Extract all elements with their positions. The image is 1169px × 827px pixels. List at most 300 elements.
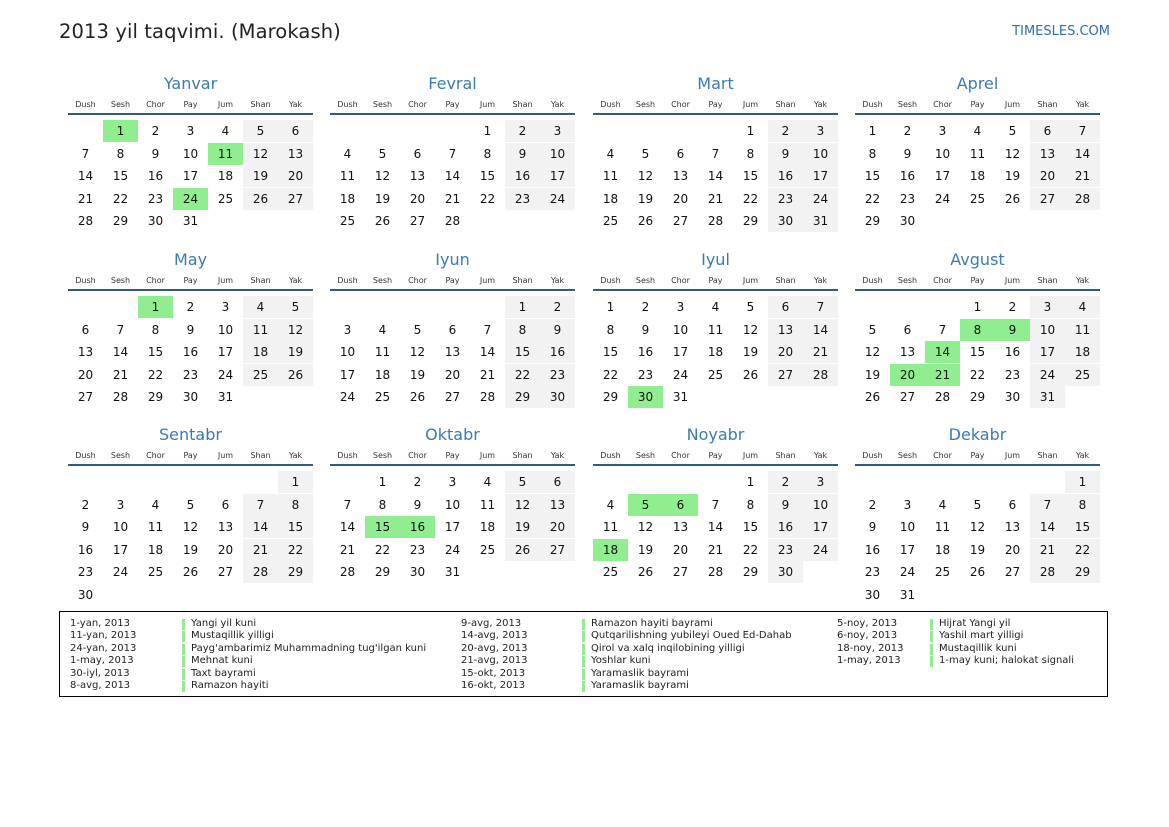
holiday-day-cell: 24	[173, 188, 208, 210]
weekday-label: Sesh	[635, 451, 656, 460]
day-cell: 29	[864, 214, 881, 228]
month-header-rule	[330, 113, 575, 115]
weekday-label: Chor	[933, 100, 952, 109]
day-cell: 10	[339, 345, 356, 359]
day-cell: 7	[1030, 494, 1065, 516]
day-cell: 7	[343, 497, 352, 512]
weekday-label: Dush	[600, 276, 621, 285]
day-cell: 3	[343, 322, 352, 337]
holiday-name: Hijrat Yangi yil	[939, 617, 1011, 629]
day-cell: 5	[186, 497, 195, 512]
month-name: Fevral	[428, 74, 477, 93]
day-cell: 17	[540, 165, 575, 187]
holiday-date: 24-yan, 2013	[70, 642, 137, 654]
holiday-date: 8-avg, 2013	[70, 680, 131, 691]
day-cell: 9	[186, 322, 195, 337]
weekday-label: Sesh	[635, 100, 656, 109]
day-cell: 1	[378, 475, 387, 489]
day-cell: 25	[934, 565, 951, 579]
holiday-date: 18-noy, 2013	[837, 642, 904, 654]
weekday-header	[855, 98, 1100, 112]
day-cell: 25	[707, 367, 724, 382]
day-cell: 29	[1065, 561, 1100, 583]
holiday-name: Qutqarilishning yubileyi Oued Ed-Dahab	[591, 630, 792, 641]
day-cell: 22	[602, 367, 619, 382]
day-cell: 16	[768, 165, 803, 187]
day-cell: 27	[899, 390, 916, 404]
day-cell: 1	[483, 124, 492, 138]
day-cell: 31	[899, 587, 916, 602]
day-cell: 20	[77, 367, 94, 382]
day-cell: 4	[483, 475, 492, 489]
holiday-marker	[182, 631, 185, 642]
day-cell: 25	[602, 565, 619, 579]
day-cell: 20	[1004, 542, 1021, 557]
weekday-label: Chor	[671, 100, 690, 109]
day-cell: 6	[1030, 120, 1065, 142]
holiday-date: 14-avg, 2013	[461, 630, 528, 641]
day-cell: 9	[505, 143, 540, 165]
day-cell: 9	[540, 319, 575, 341]
day-cell: 24	[112, 565, 129, 579]
month-header-rule	[68, 289, 313, 291]
weekday-label: Yak	[288, 100, 303, 109]
weekday-label: Jum	[742, 451, 759, 460]
day-cell: 23	[768, 188, 803, 210]
day-cell: 3	[1030, 296, 1065, 318]
day-cell: 11	[479, 497, 496, 512]
day-cell: 23	[768, 539, 803, 561]
day-cell: 7	[448, 146, 457, 161]
month-name: Sentabr	[159, 425, 222, 444]
weekday-header	[330, 98, 575, 112]
day-cell: 2	[151, 124, 160, 138]
holiday-marker	[582, 631, 585, 642]
day-cell: 30	[147, 214, 164, 228]
day-cell: 16	[540, 341, 575, 363]
day-cell: 15	[864, 169, 881, 183]
day-cell: 17	[1030, 341, 1065, 363]
weekday-label: Dush	[600, 451, 621, 460]
weekday-label: Sesh	[897, 276, 918, 285]
day-cell: 2	[540, 296, 575, 318]
holiday-day-cell: 9	[995, 319, 1030, 341]
day-cell: 29	[147, 390, 164, 404]
day-cell: 13	[77, 345, 94, 359]
day-cell: 25	[479, 542, 496, 557]
holiday-marker	[930, 644, 933, 655]
day-cell: 3	[540, 120, 575, 142]
day-cell: 12	[182, 520, 199, 534]
holiday-name: Yoshlar kuni	[591, 655, 651, 666]
day-cell: 18	[243, 341, 278, 363]
month-sentabr	[68, 425, 313, 602]
day-cell: 4	[606, 497, 615, 512]
weekday-label: Shan	[250, 100, 271, 109]
day-cell: 11	[374, 345, 391, 359]
day-cell: 13	[217, 520, 234, 534]
day-cell: 14	[803, 319, 838, 341]
holiday-name: Ramazon hayiti bayrami	[591, 617, 713, 629]
day-cell: 30	[768, 210, 803, 232]
day-cell: 28	[444, 214, 461, 228]
day-cell: 18	[602, 191, 619, 206]
day-cell: 5	[746, 300, 755, 314]
day-cell: 9	[768, 143, 803, 165]
day-cell: 13	[409, 169, 426, 183]
day-cell: 8	[746, 146, 755, 161]
day-cell: 22	[742, 542, 759, 557]
day-cell: 14	[1030, 516, 1065, 538]
weekday-label: Dush	[862, 451, 883, 460]
weekday-label: Sesh	[897, 100, 918, 109]
day-cell: 18	[934, 542, 951, 557]
weekday-label: Yak	[1075, 451, 1090, 460]
day-cell: 23	[77, 565, 94, 579]
day-cell: 16	[768, 516, 803, 538]
day-cell: 11	[602, 520, 619, 534]
day-cell: 26	[864, 390, 881, 404]
day-cell: 27	[217, 565, 234, 579]
day-cell: 25	[1065, 364, 1100, 386]
day-cell: 25	[217, 191, 234, 206]
day-cell: 26	[637, 214, 654, 228]
day-cell: 4	[343, 146, 352, 161]
day-cell: 26	[243, 188, 278, 210]
day-cell: 27	[540, 539, 575, 561]
day-cell: 31	[444, 565, 461, 579]
weekday-label: Jum	[217, 451, 234, 460]
weekday-label: Pay	[970, 100, 985, 109]
day-cell: 17	[339, 367, 356, 382]
holiday-marker	[182, 644, 185, 655]
day-cell: 27	[768, 364, 803, 386]
day-cell: 20	[444, 367, 461, 382]
day-cell: 28	[803, 364, 838, 386]
weekday-label: Jum	[217, 276, 234, 285]
day-cell: 7	[803, 296, 838, 318]
day-cell: 17	[444, 520, 461, 534]
day-cell: 14	[707, 520, 724, 534]
day-cell: 10	[899, 520, 916, 534]
day-cell: 8	[378, 497, 387, 512]
holiday-day-cell: 20	[890, 364, 925, 386]
month-header-rule	[855, 289, 1100, 291]
weekday-label: Jum	[742, 276, 759, 285]
weekday-label: Yak	[813, 276, 828, 285]
day-cell: 15	[505, 341, 540, 363]
day-cell: 8	[483, 146, 492, 161]
day-cell: 24	[217, 367, 234, 382]
day-cell: 13	[540, 494, 575, 516]
day-cell: 1	[505, 296, 540, 318]
day-cell: 15	[147, 345, 164, 359]
weekday-label: Jum	[1004, 276, 1021, 285]
day-cell: 25	[969, 191, 986, 206]
day-cell: 28	[934, 390, 951, 404]
day-cell: 9	[868, 520, 877, 534]
holiday-marker	[182, 669, 185, 680]
day-cell: 2	[1008, 300, 1017, 314]
day-cell: 26	[969, 565, 986, 579]
day-cell: 21	[707, 542, 724, 557]
day-cell: 19	[243, 165, 278, 187]
day-cell: 24	[1030, 364, 1065, 386]
day-cell: 29	[505, 386, 540, 408]
holiday-date: 16-okt, 2013	[461, 680, 526, 691]
day-cell: 21	[1030, 539, 1065, 561]
day-cell: 28	[479, 390, 496, 404]
day-cell: 7	[711, 146, 720, 161]
day-cell: 9	[768, 494, 803, 516]
month-name: Iyul	[701, 250, 730, 269]
weekday-label: Yak	[288, 276, 303, 285]
day-cell: 29	[602, 390, 619, 404]
day-cell: 22	[147, 367, 164, 382]
day-cell: 8	[606, 322, 615, 337]
weekday-header	[68, 274, 313, 288]
day-cell: 30	[768, 561, 803, 583]
weekday-label: Dush	[337, 100, 358, 109]
day-cell: 20	[217, 542, 234, 557]
day-cell: 10	[182, 146, 199, 161]
weekday-label: Chor	[146, 276, 165, 285]
day-cell: 12	[278, 319, 313, 341]
weekday-label: Sesh	[635, 276, 656, 285]
day-cell: 22	[505, 364, 540, 386]
day-cell: 13	[1004, 520, 1021, 534]
day-cell: 12	[505, 494, 540, 516]
holiday-date: 5-noy, 2013	[837, 617, 898, 629]
weekday-label: Jum	[1004, 451, 1021, 460]
day-cell: 29	[969, 390, 986, 404]
day-cell: 30	[182, 390, 199, 404]
weekday-label: Pay	[183, 100, 198, 109]
day-cell: 7	[483, 322, 492, 337]
day-cell: 26	[182, 565, 199, 579]
month-oktabr	[330, 425, 575, 585]
holiday-marker	[182, 681, 185, 692]
day-cell: 2	[868, 497, 877, 512]
day-cell: 23	[864, 565, 881, 579]
day-cell: 18	[707, 345, 724, 359]
weekday-label: Pay	[970, 276, 985, 285]
holiday-legend	[59, 611, 1108, 697]
weekday-label: Jum	[479, 451, 496, 460]
day-cell: 22	[864, 191, 881, 206]
day-cell: 22	[742, 191, 759, 206]
day-cell: 1	[606, 300, 615, 314]
day-cell: 22	[969, 367, 986, 382]
day-cell: 26	[278, 364, 313, 386]
holiday-day-cell: 8	[960, 319, 995, 341]
day-cell: 21	[479, 367, 496, 382]
day-cell: 7	[938, 322, 947, 337]
weekday-label: Chor	[408, 100, 427, 109]
day-cell: 18	[147, 542, 164, 557]
month-header-rule	[855, 464, 1100, 466]
day-cell: 1	[1065, 471, 1100, 493]
weekday-label: Chor	[933, 276, 952, 285]
holiday-name: Mehnat kuni	[191, 655, 253, 666]
month-header-rule	[593, 464, 838, 466]
month-name: Aprel	[956, 74, 999, 93]
holiday-date: 1-yan, 2013	[70, 617, 130, 629]
weekday-label: Chor	[146, 451, 165, 460]
day-cell: 12	[637, 169, 654, 183]
day-cell: 15	[278, 516, 313, 538]
day-cell: 5	[973, 497, 982, 512]
day-cell: 23	[182, 367, 199, 382]
day-cell: 26	[505, 539, 540, 561]
day-cell: 6	[540, 471, 575, 493]
day-cell: 11	[969, 146, 986, 161]
day-cell: 10	[444, 497, 461, 512]
holiday-marker	[582, 644, 585, 655]
month-iyul	[593, 250, 838, 410]
day-cell: 27	[444, 390, 461, 404]
day-cell: 5	[868, 322, 877, 337]
day-cell: 22	[112, 191, 129, 206]
month-header-rule	[855, 113, 1100, 115]
day-cell: 30	[77, 587, 94, 602]
weekday-label: Yak	[813, 451, 828, 460]
month-mart	[593, 74, 838, 234]
weekday-label: Jum	[742, 100, 759, 109]
day-cell: 19	[637, 542, 654, 557]
day-cell: 2	[903, 124, 912, 138]
holiday-date: 6-noy, 2013	[837, 630, 898, 641]
day-cell: 29	[374, 565, 391, 579]
day-cell: 19	[969, 542, 986, 557]
day-cell: 26	[409, 390, 426, 404]
holiday-name: Ramazon hayiti	[191, 680, 269, 691]
day-cell: 2	[641, 300, 650, 314]
weekday-header	[330, 449, 575, 463]
day-cell: 4	[711, 300, 720, 314]
day-cell: 11	[147, 520, 164, 534]
month-noyabr	[593, 425, 838, 585]
month-name: Noyabr	[686, 425, 745, 444]
day-cell: 13	[278, 143, 313, 165]
month-header-rule	[68, 113, 313, 115]
day-cell: 7	[1065, 120, 1100, 142]
weekday-label: Sesh	[110, 451, 131, 460]
day-cell: 29	[278, 561, 313, 583]
day-cell: 28	[339, 565, 356, 579]
day-cell: 6	[221, 497, 230, 512]
weekday-label: Yak	[813, 100, 828, 109]
day-cell: 31	[217, 390, 234, 404]
weekday-header	[330, 274, 575, 288]
weekday-label: Dush	[75, 100, 96, 109]
day-cell: 5	[1008, 124, 1017, 138]
day-cell: 4	[378, 322, 387, 337]
holiday-date: 20-avg, 2013	[461, 642, 528, 654]
day-cell: 2	[505, 120, 540, 142]
day-cell: 31	[1030, 386, 1065, 408]
day-cell: 24	[899, 565, 916, 579]
month-header-rule	[593, 113, 838, 115]
brand-link[interactable]: TIMESLES.COM	[1012, 24, 1110, 39]
holiday-name: Qirol va xalq inqilobining yilligi	[591, 642, 745, 654]
day-cell: 14	[77, 169, 94, 183]
weekday-label: Pay	[183, 276, 198, 285]
day-cell: 9	[81, 520, 90, 534]
day-cell: 12	[637, 520, 654, 534]
day-cell: 1	[278, 471, 313, 493]
day-cell: 3	[221, 300, 230, 314]
holiday-marker	[182, 619, 185, 630]
day-cell: 19	[742, 345, 759, 359]
month-avgust	[855, 250, 1100, 410]
month-fevral	[330, 74, 575, 234]
day-cell: 20	[672, 542, 689, 557]
day-cell: 30	[1004, 390, 1021, 404]
holiday-day-cell: 15	[365, 516, 400, 538]
holiday-date: 21-avg, 2013	[461, 655, 528, 666]
month-header-rule	[330, 464, 575, 466]
holiday-name: Mustaqillik yilligi	[191, 630, 274, 641]
day-cell: 17	[112, 542, 129, 557]
weekday-label: Yak	[550, 451, 565, 460]
weekday-label: Pay	[708, 276, 723, 285]
day-cell: 13	[672, 520, 689, 534]
day-cell: 3	[903, 497, 912, 512]
day-cell: 9	[641, 322, 650, 337]
weekday-label: Shan	[512, 100, 533, 109]
holiday-name: Mustaqillik kuni	[939, 642, 1017, 654]
day-cell: 28	[112, 390, 129, 404]
month-header-rule	[330, 289, 575, 291]
weekday-label: Pay	[445, 100, 460, 109]
day-cell: 28	[1030, 561, 1065, 583]
day-cell: 6	[278, 120, 313, 142]
day-cell: 19	[374, 191, 391, 206]
day-cell: 6	[448, 322, 457, 337]
holiday-marker	[582, 669, 585, 680]
day-cell: 9	[413, 497, 422, 512]
holiday-name: Yaramaslik bayrami	[591, 680, 689, 691]
day-cell: 6	[768, 296, 803, 318]
day-cell: 30	[899, 214, 916, 228]
day-cell: 16	[899, 169, 916, 183]
day-cell: 24	[803, 539, 838, 561]
holiday-date: 1-may, 2013	[70, 655, 134, 666]
day-cell: 19	[864, 367, 881, 382]
weekday-label: Pay	[708, 100, 723, 109]
day-cell: 21	[803, 341, 838, 363]
day-cell: 24	[672, 367, 689, 382]
holiday-day-cell: 5	[628, 494, 663, 516]
day-cell: 15	[479, 169, 496, 183]
day-cell: 22	[374, 542, 391, 557]
day-cell: 24	[803, 188, 838, 210]
day-cell: 17	[803, 516, 838, 538]
day-cell: 28	[77, 214, 94, 228]
day-cell: 20	[672, 191, 689, 206]
day-cell: 27	[672, 565, 689, 579]
day-cell: 6	[81, 322, 90, 337]
day-cell: 14	[243, 516, 278, 538]
day-cell: 13	[899, 345, 916, 359]
weekday-label: Chor	[933, 451, 952, 460]
day-cell: 24	[540, 188, 575, 210]
day-cell: 31	[672, 390, 689, 404]
day-cell: 17	[899, 542, 916, 557]
day-cell: 30	[540, 386, 575, 408]
day-cell: 12	[742, 322, 759, 337]
